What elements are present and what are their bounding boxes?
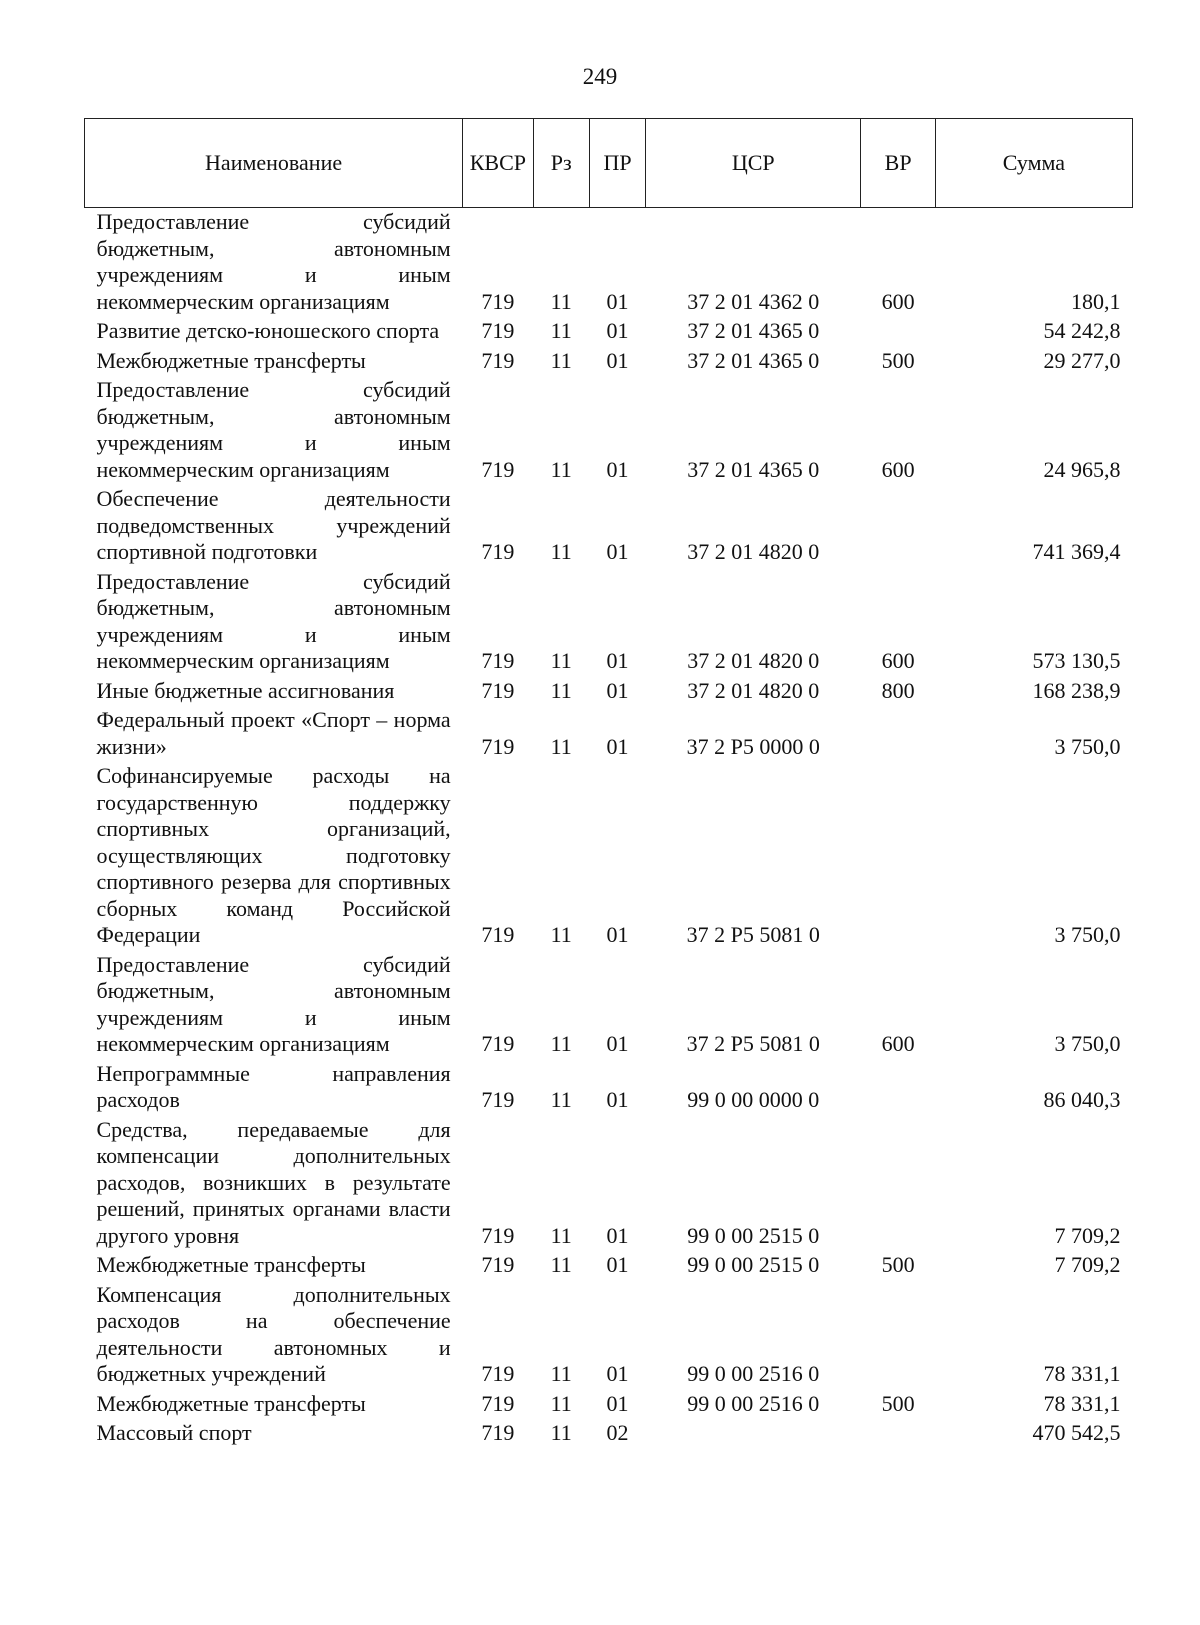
row-pr: 01 bbox=[606, 648, 629, 673]
row-pr: 01 bbox=[606, 1390, 629, 1416]
row-vr: 600 bbox=[881, 288, 915, 314]
row-kvsr: 719 bbox=[481, 318, 515, 343]
row-name: Межбюджетные трансферты bbox=[96, 347, 366, 373]
row-pr: 01 bbox=[606, 1031, 629, 1056]
row-rz: 11 bbox=[550, 1420, 572, 1445]
column-header-pr: ПР bbox=[589, 119, 645, 208]
column-header-name: Наименование bbox=[85, 119, 463, 208]
row-pr: 01 bbox=[606, 318, 629, 343]
row-csr: 99 0 00 2515 0 bbox=[687, 1252, 820, 1277]
row-sum: 180,1 bbox=[1071, 288, 1121, 314]
row-kvsr: 719 bbox=[481, 1390, 515, 1416]
row-pr: 02 bbox=[606, 1420, 629, 1445]
row-vr: 600 bbox=[881, 456, 915, 482]
row-name: Предоставление субсидий бюджетным, автономным учреждениям и иным некоммерческим организациям bbox=[96, 568, 451, 673]
row-vr: 600 bbox=[881, 1031, 915, 1056]
table-row bbox=[85, 762, 1133, 951]
row-vr bbox=[861, 1060, 935, 1116]
row-rz: 11 bbox=[550, 347, 572, 373]
page-number: 249 bbox=[582, 64, 618, 89]
row-kvsr: 719 bbox=[481, 456, 515, 482]
table-row bbox=[85, 951, 1133, 1060]
row-kvsr: 719 bbox=[481, 1222, 515, 1248]
column-header-kvsr: КВСР bbox=[463, 119, 533, 208]
table-row bbox=[85, 347, 1133, 377]
row-rz: 11 bbox=[550, 922, 572, 947]
table-row bbox=[85, 1116, 1133, 1252]
row-rz: 11 bbox=[550, 539, 572, 564]
row-csr: 37 2 01 4365 0 bbox=[687, 318, 820, 343]
row-rz: 11 bbox=[550, 456, 572, 482]
row-pr: 01 bbox=[606, 733, 629, 759]
row-rz: 11 bbox=[550, 1361, 572, 1386]
row-csr: 99 0 00 0000 0 bbox=[687, 1087, 820, 1112]
row-vr bbox=[861, 317, 935, 347]
row-csr: 99 0 00 2516 0 bbox=[687, 1361, 820, 1386]
row-csr: 37 2 P5 5081 0 bbox=[686, 922, 820, 947]
row-csr: 37 2 01 4365 0 bbox=[687, 456, 820, 482]
row-name: Компенсация дополнительных расходов на обеспечение деятельности автономных и бюджетных учреждений bbox=[96, 1281, 451, 1386]
column-header-sum: Сумма bbox=[935, 119, 1132, 208]
row-sum: 741 369,4 bbox=[1032, 539, 1121, 564]
row-sum: 54 242,8 bbox=[1043, 318, 1121, 343]
table-row bbox=[85, 485, 1133, 568]
column-header-vr: ВР bbox=[861, 119, 935, 208]
row-rz: 11 bbox=[550, 1087, 572, 1112]
row-name: Обеспечение деятельности подведомственных учреждений спортивной подготовки bbox=[96, 486, 451, 564]
table-row bbox=[85, 1281, 1133, 1390]
row-sum: 470 542,5 bbox=[1032, 1420, 1121, 1445]
row-kvsr: 719 bbox=[481, 1087, 515, 1112]
row-rz: 11 bbox=[550, 1252, 572, 1277]
row-name: Развитие детско-юношеского спорта bbox=[96, 318, 440, 343]
row-vr bbox=[861, 1116, 935, 1252]
row-name: Федеральный проект «Спорт – норма жизни» bbox=[96, 707, 451, 759]
row-kvsr: 719 bbox=[481, 1252, 515, 1277]
row-name: Софинансируемые расходы на государственную поддержку спортивных организаций, осуществляющих подготовку спортивного резерва для спортивных сборных команд Российской Федерации bbox=[96, 763, 451, 947]
row-pr: 01 bbox=[606, 1087, 629, 1112]
table-row bbox=[85, 1419, 1133, 1449]
row-sum: 3 750,0 bbox=[1054, 733, 1121, 759]
row-csr: 37 2 01 4820 0 bbox=[687, 677, 820, 703]
row-kvsr: 719 bbox=[481, 347, 515, 373]
row-rz: 11 bbox=[550, 1031, 572, 1056]
row-name: Межбюджетные трансферты bbox=[96, 1252, 366, 1277]
table-row bbox=[85, 208, 1133, 318]
row-csr: 99 0 00 2516 0 bbox=[687, 1390, 820, 1416]
row-sum: 168 238,9 bbox=[1032, 677, 1121, 703]
row-pr: 01 bbox=[606, 677, 629, 703]
row-sum: 3 750,0 bbox=[1054, 922, 1121, 947]
column-header-rz: Рз bbox=[533, 119, 589, 208]
row-vr bbox=[861, 1419, 935, 1449]
row-pr: 01 bbox=[606, 456, 629, 482]
row-vr: 800 bbox=[881, 677, 915, 703]
row-rz: 11 bbox=[550, 733, 572, 759]
row-sum: 7 709,2 bbox=[1054, 1222, 1121, 1248]
row-vr: 500 bbox=[881, 347, 915, 373]
row-rz: 11 bbox=[550, 648, 572, 673]
row-csr: 37 2 P5 5081 0 bbox=[686, 1031, 820, 1056]
row-vr: 500 bbox=[881, 1390, 915, 1416]
row-csr: 37 2 01 4365 0 bbox=[687, 347, 820, 373]
row-vr bbox=[861, 706, 935, 762]
row-kvsr: 719 bbox=[481, 733, 515, 759]
row-csr bbox=[646, 1419, 861, 1449]
row-sum: 7 709,2 bbox=[1054, 1252, 1121, 1277]
row-name: Массовый спорт bbox=[96, 1420, 252, 1445]
row-name: Средства, передаваемые для компенсации дополнительных расходов, возникших в результате решений, принятых органами власти другого уровня bbox=[96, 1116, 451, 1248]
table-row bbox=[85, 677, 1133, 707]
row-rz: 11 bbox=[550, 288, 572, 314]
table-row bbox=[85, 706, 1133, 762]
row-rz: 11 bbox=[550, 1390, 572, 1416]
row-pr: 01 bbox=[606, 1361, 629, 1386]
row-kvsr: 719 bbox=[481, 922, 515, 947]
row-csr: 37 2 01 4362 0 bbox=[687, 288, 820, 314]
table-row bbox=[85, 1251, 1133, 1281]
row-pr: 01 bbox=[606, 922, 629, 947]
row-kvsr: 719 bbox=[481, 1361, 515, 1386]
row-rz: 11 bbox=[550, 677, 572, 703]
row-rz: 11 bbox=[550, 1222, 572, 1248]
table-row bbox=[85, 317, 1133, 347]
row-csr: 37 2 01 4820 0 bbox=[687, 648, 820, 673]
row-kvsr: 719 bbox=[481, 1031, 515, 1056]
table-row bbox=[85, 376, 1133, 485]
table-header bbox=[85, 119, 1133, 208]
row-csr: 37 2 01 4820 0 bbox=[687, 539, 820, 564]
row-kvsr: 719 bbox=[481, 1420, 515, 1445]
table-body bbox=[85, 208, 1133, 1449]
row-csr: 99 0 00 2515 0 bbox=[687, 1222, 820, 1248]
table-row bbox=[85, 1390, 1133, 1420]
row-sum: 573 130,5 bbox=[1032, 648, 1121, 673]
row-pr: 01 bbox=[606, 288, 629, 314]
row-sum: 78 331,1 bbox=[1043, 1361, 1121, 1386]
row-name: Иные бюджетные ассигнования bbox=[96, 677, 395, 703]
table-row bbox=[85, 1060, 1133, 1116]
row-sum: 29 277,0 bbox=[1043, 347, 1121, 373]
table-row bbox=[85, 568, 1133, 677]
row-kvsr: 719 bbox=[481, 677, 515, 703]
row-sum: 86 040,3 bbox=[1043, 1087, 1121, 1112]
row-pr: 01 bbox=[606, 539, 629, 564]
row-name: Предоставление субсидий бюджетным, автономным учреждениям и иным некоммерческим организациям bbox=[96, 209, 451, 314]
row-vr: 500 bbox=[881, 1252, 915, 1277]
row-name: Непрограммные направления расходов bbox=[96, 1060, 451, 1112]
row-pr: 01 bbox=[606, 1222, 629, 1248]
row-name: Предоставление субсидий бюджетным, автономным учреждениям и иным некоммерческим организациям bbox=[96, 951, 451, 1056]
budget-table bbox=[84, 118, 1133, 1449]
row-kvsr: 719 bbox=[481, 648, 515, 673]
row-vr bbox=[861, 762, 935, 951]
row-kvsr: 719 bbox=[481, 288, 515, 314]
row-kvsr: 719 bbox=[481, 539, 515, 564]
row-name: Предоставление субсидий бюджетным, автономным учреждениям и иным некоммерческим организациям bbox=[96, 377, 451, 482]
row-sum: 78 331,1 bbox=[1043, 1390, 1121, 1416]
row-pr: 01 bbox=[606, 1252, 629, 1277]
row-vr bbox=[861, 1281, 935, 1390]
row-vr bbox=[861, 485, 935, 568]
row-name: Межбюджетные трансферты bbox=[96, 1390, 366, 1416]
row-sum: 3 750,0 bbox=[1054, 1031, 1121, 1056]
row-csr: 37 2 P5 0000 0 bbox=[686, 733, 820, 759]
row-pr: 01 bbox=[606, 347, 629, 373]
row-sum: 24 965,8 bbox=[1043, 456, 1121, 482]
row-vr: 600 bbox=[881, 648, 915, 673]
row-rz: 11 bbox=[550, 318, 572, 343]
column-header-csr: ЦСР bbox=[646, 119, 861, 208]
